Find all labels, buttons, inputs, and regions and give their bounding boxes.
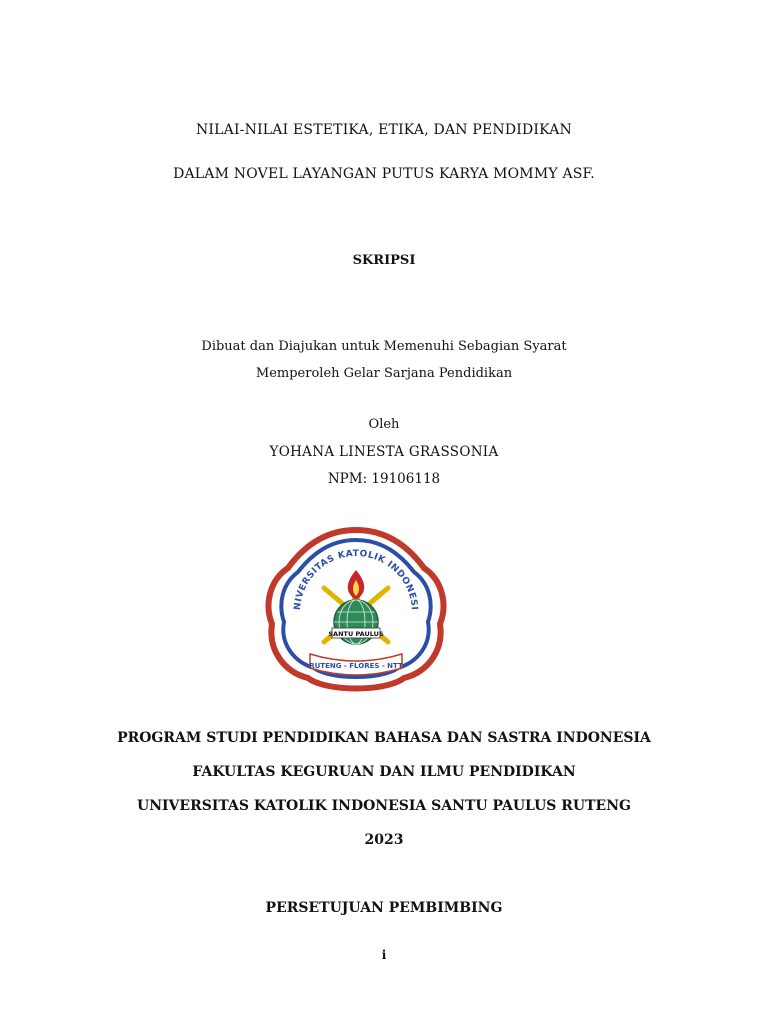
logo-banner-text: SANTU PAULUS [328, 630, 384, 638]
by-label: Oleh [368, 417, 400, 432]
faculty: FAKULTAS KEGURUAN DAN ILMU PENDIDIKAN [192, 764, 576, 780]
student-id: NPM: 19106118 [327, 471, 441, 487]
year: 2023 [364, 832, 404, 848]
university-name: UNIVERSITAS KATOLIK INDONESIA SANTU PAULUS RUTENG [137, 798, 631, 814]
thesis-title-line-2: DALAM NOVEL LAYANGAN PUTUS KARYA MOMMY ASF. [173, 166, 595, 182]
logo-bottom-text: RUTENG - FLORES - NTT [309, 662, 403, 670]
purpose-line-1: Dibuat dan Diajukan untuk Memenuhi Sebagian Syarat [201, 339, 567, 354]
page-number: i [381, 948, 387, 962]
university-logo [258, 524, 454, 694]
document-type: SKRIPSI [352, 253, 416, 268]
logo-arc-text: NIVERSITAS KATOLIK INDONESI [292, 548, 420, 611]
study-program: PROGRAM STUDI PENDIDIKAN BAHASA DAN SASTRA INDONESIA [117, 730, 651, 746]
author-name: YOHANA LINESTA GRASSONIA [269, 444, 499, 460]
thesis-title-line-1: NILAI-NILAI ESTETIKA, ETIKA, DAN PENDIDIKAN [195, 122, 573, 138]
purpose-line-2: Memperoleh Gelar Sarjana Pendidikan [255, 366, 513, 381]
next-section-heading: PERSETUJUAN PEMBIMBING [265, 900, 503, 916]
university-seal-icon [258, 524, 454, 694]
